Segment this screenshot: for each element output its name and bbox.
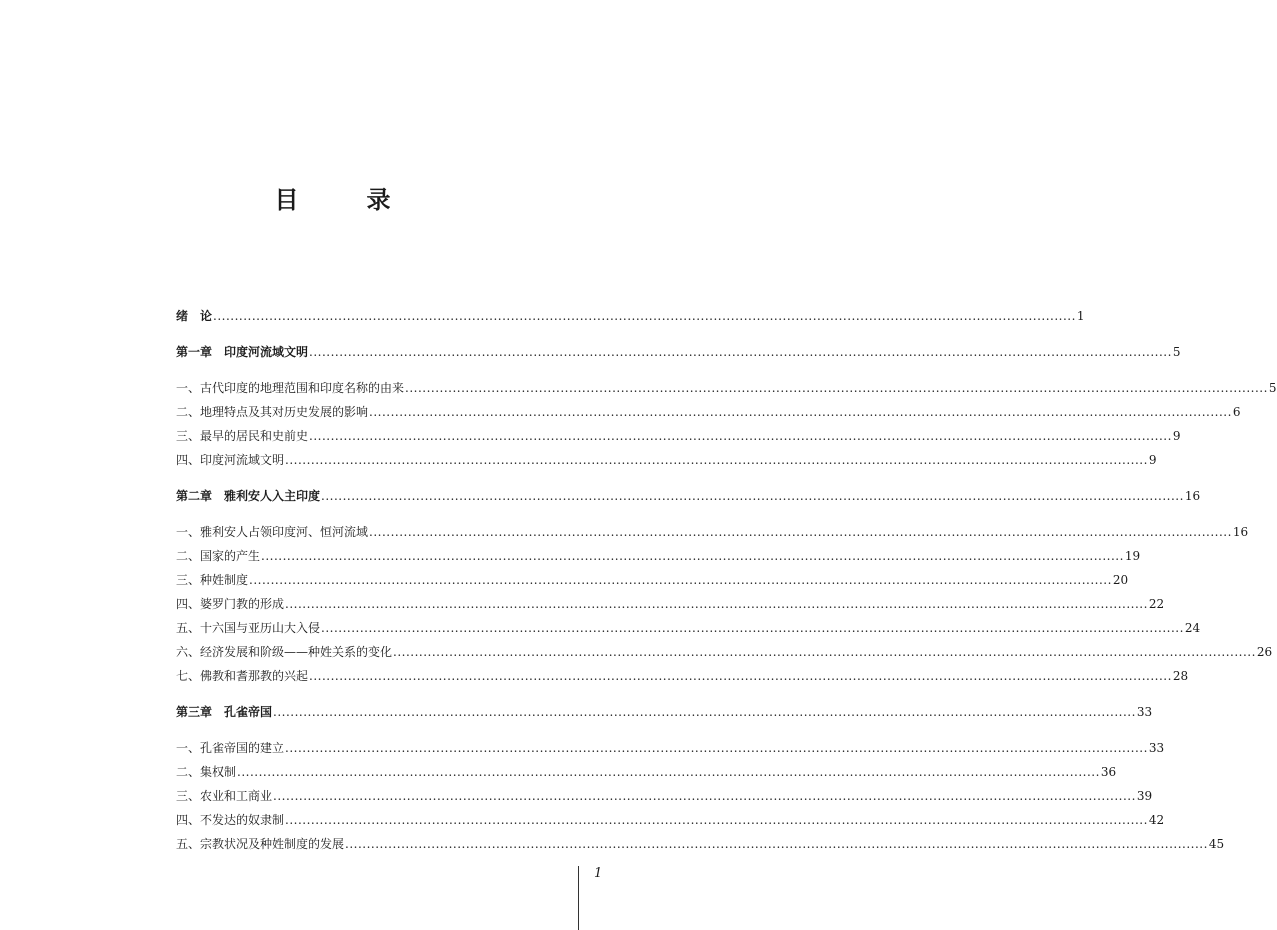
margin-rule — [578, 866, 579, 930]
toc-section-entry — [176, 376, 1277, 400]
toc-entry-page: 45 — [1208, 837, 1225, 851]
toc-entry-page: 36 — [1100, 765, 1117, 779]
toc-entry-label: 五、十六国与亚历山大入侵 — [176, 621, 321, 635]
toc-entry-page: 9 — [1172, 429, 1181, 443]
dot-leader: ........................................................................................................................................................................................................ — [309, 345, 1172, 359]
dot-leader: ........................................................................................................................................................................................................ — [237, 765, 1100, 779]
toc-entry-label: 四、不发达的奴隶制 — [176, 813, 285, 827]
toc-entry-page: 22 — [1148, 597, 1165, 611]
toc-entry-label: 四、婆罗门教的形成 — [176, 597, 285, 611]
toc-section-entry — [176, 832, 1225, 856]
table-of-contents — [176, 304, 1277, 856]
toc-entry-label: 绪 论 — [176, 309, 213, 323]
toc-entry-page: 26 — [1256, 645, 1273, 659]
toc-entry-page: 9 — [1148, 453, 1157, 467]
toc-entry-label: 六、经济发展和阶级——种姓关系的变化 — [176, 645, 393, 659]
toc-entry-page: 20 — [1112, 573, 1129, 587]
dot-leader: ........................................................................................................................................................................................................ — [405, 381, 1268, 395]
dot-leader: ........................................................................................................................................................................................................ — [285, 741, 1148, 755]
toc-section-entry — [176, 592, 1165, 616]
toc-entry-page: 33 — [1136, 705, 1153, 719]
dot-leader: ........................................................................................................................................................................................................ — [393, 645, 1256, 659]
dot-leader: ........................................................................................................................................................................................................ — [369, 405, 1232, 419]
dot-leader: ........................................................................................................................................................................................................ — [309, 429, 1172, 443]
dot-leader: ........................................................................................................................................................................................................ — [249, 573, 1112, 587]
toc-section-entry — [176, 568, 1129, 592]
toc-entry-page: 1 — [1076, 309, 1085, 323]
toc-entry-page: 19 — [1124, 549, 1141, 563]
dot-leader: ........................................................................................................................................................................................................ — [321, 621, 1184, 635]
toc-entry-page: 42 — [1148, 813, 1165, 827]
dot-leader: ........................................................................................................................................................................................................ — [273, 705, 1136, 719]
toc-section-entry — [176, 808, 1165, 832]
toc-entry-page: 6 — [1232, 405, 1241, 419]
toc-section-entry — [176, 760, 1117, 784]
toc-entry-label: 第三章 孔雀帝国 — [176, 705, 273, 719]
toc-section-entry — [176, 784, 1153, 808]
dot-leader: ........................................................................................................................................................................................................ — [321, 489, 1184, 503]
toc-entry-page: 28 — [1172, 669, 1189, 683]
toc-section-entry — [176, 664, 1189, 688]
toc-entry-label: 三、最早的居民和史前史 — [176, 429, 309, 443]
toc-entry-label: 七、佛教和耆那教的兴起 — [176, 669, 309, 683]
toc-chapter-entry — [176, 484, 1201, 508]
toc-section-entry — [176, 448, 1157, 472]
dot-leader: ........................................................................................................................................................................................................ — [369, 525, 1232, 539]
toc-section-entry — [176, 400, 1241, 424]
toc-entry-page: 24 — [1184, 621, 1201, 635]
toc-entry-label: 三、种姓制度 — [176, 573, 249, 587]
dot-leader: ........................................................................................................................................................................................................ — [285, 597, 1148, 611]
toc-entry-label: 第一章 印度河流域文明 — [176, 345, 309, 359]
page-title: 目 录 — [274, 185, 413, 214]
dot-leader: ........................................................................................................................................................................................................ — [213, 309, 1076, 323]
toc-section-entry — [176, 544, 1141, 568]
toc-section-entry — [176, 640, 1273, 664]
dot-leader: ........................................................................................................................................................................................................ — [285, 453, 1148, 467]
toc-entry-label: 二、集权制 — [176, 765, 237, 779]
toc-entry-page: 5 — [1268, 381, 1277, 395]
toc-entry-label: 二、地理特点及其对历史发展的影响 — [176, 405, 369, 419]
toc-entry-label: 四、印度河流域文明 — [176, 453, 285, 467]
toc-entry-label: 第二章 雅利安人入主印度 — [176, 489, 321, 503]
toc-section-entry — [176, 520, 1249, 544]
toc-chapter-entry — [176, 304, 1085, 328]
toc-entry-page: 5 — [1172, 345, 1181, 359]
toc-section-entry — [176, 424, 1181, 448]
toc-entry-label: 二、国家的产生 — [176, 549, 261, 563]
toc-entry-page: 16 — [1232, 525, 1249, 539]
toc-chapter-entry — [176, 340, 1181, 364]
toc-section-entry — [176, 616, 1201, 640]
toc-entry-page: 33 — [1148, 741, 1165, 755]
dot-leader: ........................................................................................................................................................................................................ — [273, 789, 1136, 803]
toc-entry-page: 16 — [1184, 489, 1201, 503]
page-number: 1 — [594, 866, 603, 881]
dot-leader: ........................................................................................................................................................................................................ — [309, 669, 1172, 683]
toc-section-entry — [176, 736, 1165, 760]
toc-entry-page: 39 — [1136, 789, 1153, 803]
toc-entry-label: 三、农业和工商业 — [176, 789, 273, 803]
dot-leader: ........................................................................................................................................................................................................ — [261, 549, 1124, 563]
dot-leader: ........................................................................................................................................................................................................ — [345, 837, 1208, 851]
toc-entry-label: 一、雅利安人占领印度河、恒河流域 — [176, 525, 369, 539]
toc-entry-label: 一、古代印度的地理范围和印度名称的由来 — [176, 381, 405, 395]
toc-entry-label: 一、孔雀帝国的建立 — [176, 741, 285, 755]
dot-leader: ........................................................................................................................................................................................................ — [285, 813, 1148, 827]
toc-entry-label: 五、宗教状况及种姓制度的发展 — [176, 837, 345, 851]
toc-chapter-entry — [176, 700, 1153, 724]
